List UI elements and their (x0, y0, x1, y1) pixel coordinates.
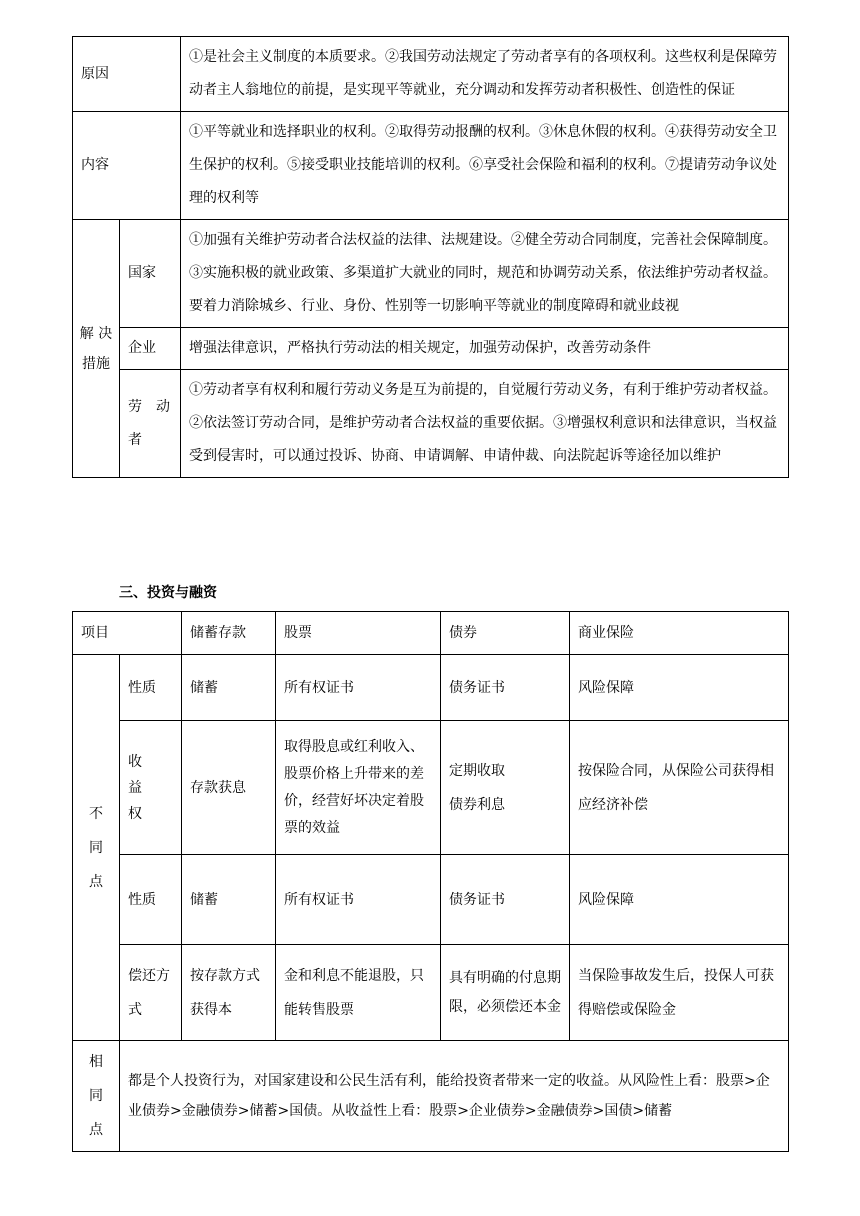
same-row (73, 1041, 789, 1152)
same-label (73, 1041, 120, 1152)
same-label-char3: 点 (89, 1122, 103, 1138)
nature-row-1 (73, 655, 789, 721)
cell: 按保险合同，从保险公司获得相应经济补偿 (570, 721, 789, 855)
return-label (120, 721, 182, 855)
cell: 所有权证书 (276, 655, 441, 721)
nature-row-2 (73, 855, 789, 945)
worker-text: ①劳动者享有权利和履行劳动义务是互为前提的，自觉履行劳动义务，有利于维护劳动者权益。②依法签订劳动合同，是维护劳动者合法权益的重要依据。③增强权利意识和法律意识，当权益受到侵害时，可以通过投诉、协商、申请调解、申请仲裁、向法院起诉等途径加以维护 (181, 370, 789, 478)
reason-row (73, 37, 789, 112)
same-label-char2: 同 (89, 1088, 103, 1104)
state-label: 国家 (120, 220, 181, 328)
diff-label-char1: 不 (89, 805, 103, 822)
worker-label-line1: 劳 动 (128, 398, 170, 415)
enterprise-label: 企业 (120, 328, 181, 370)
header-row (73, 612, 789, 655)
measures-label-line2: 措施 (82, 355, 110, 372)
same-text: 都是个人投资行为，对国家建设和公民生活有利，能给投资者带来一定的收益。从风险性上看：股票>企业债券>金融债券>储蓄>国债。从收益性上看：股票>企业债券>金融债券>国债>储蓄 (120, 1041, 789, 1152)
labor-rights-table (72, 36, 789, 478)
enterprise-text: 增强法律意识，严格执行劳动法的相关规定，加强劳动保护，改善劳动条件 (181, 328, 789, 370)
state-row (73, 220, 789, 328)
return-label-char3: 权 (128, 805, 142, 822)
cell: 风险保障 (570, 655, 789, 721)
worker-label (120, 370, 181, 478)
header-item: 项目 (73, 612, 182, 655)
cell: 所有权证书 (276, 855, 441, 945)
content-row (73, 112, 789, 220)
investment-table (72, 611, 789, 1152)
cell: 储蓄 (182, 655, 276, 721)
cell: 金和利息不能退股，只能转售股票 (276, 945, 441, 1041)
measures-label-line1: 解 决 (79, 325, 113, 342)
cell: 债务证书 (441, 655, 570, 721)
return-row (73, 721, 789, 855)
header-insurance: 商业保险 (570, 612, 789, 655)
enterprise-row (73, 328, 789, 370)
return-label-char2: 益 (128, 779, 142, 796)
cell: 取得股息或红利收入、股票价格上升带来的差价，经营好坏决定着股票的效益 (276, 721, 441, 855)
diff-label-char2: 同 (89, 839, 103, 856)
repayment-label-line1: 偿还方 (128, 967, 170, 984)
repayment-label (120, 945, 182, 1041)
measures-label (73, 220, 120, 478)
repayment-row (73, 945, 789, 1041)
row-label: 性质 (120, 855, 182, 945)
reason-text: ①是社会主义制度的本质要求。②我国劳动法规定了劳动者享有的各项权利。这些权利是保障劳动者主人翁地位的前提，是实现平等就业，充分调动和发挥劳动者积极性、创造性的保证 (181, 37, 789, 112)
worker-row (73, 370, 789, 478)
cell: 债务证书 (441, 855, 570, 945)
return-label-char1: 收 (128, 753, 142, 770)
cell: 存款获息 (182, 721, 276, 855)
state-text: ①加强有关维护劳动者合法权益的法律、法规建设。②健全劳动合同制度，完善社会保障制度。③实施积极的就业政策、多渠道扩大就业的同时，规范和协调劳动关系，依法维护劳动者权益。要着力消除城乡、行业、身份、性别等一切影响平等就业的制度障碍和就业歧视 (181, 220, 789, 328)
section-title: 三、投资与融资 (119, 585, 217, 601)
cell: 当保险事故发生后，投保人可获得赔偿或保险金 (570, 945, 789, 1041)
reason-label: 原因 (73, 37, 181, 112)
content-text: ①平等就业和选择职业的权利。②取得劳动报酬的权利。③休息休假的权利。④获得劳动安全卫生保护的权利。⑤接受职业技能培训的权利。⑥享受社会保险和福利的权利。⑦提请劳动争议处理的权利等 (181, 112, 789, 220)
cell: 储蓄 (182, 855, 276, 945)
worker-label-line2: 者 (128, 431, 142, 448)
header-savings: 储蓄存款 (182, 612, 276, 655)
diff-label (73, 655, 120, 1041)
repayment-label-line2: 式 (128, 1001, 142, 1018)
row-label: 性质 (120, 655, 182, 721)
header-bonds: 债券 (441, 612, 570, 655)
content-label: 内容 (73, 112, 181, 220)
cell: 具有明确的付息期限，必须偿还本金 (441, 945, 570, 1041)
cell: 按存款方式获得本 (182, 945, 276, 1041)
same-label-char1: 相 (89, 1054, 103, 1070)
cell: 风险保障 (570, 855, 789, 945)
header-stocks: 股票 (276, 612, 441, 655)
cell: 定期收取 债券利息 (441, 721, 570, 855)
diff-label-char3: 点 (89, 873, 103, 890)
